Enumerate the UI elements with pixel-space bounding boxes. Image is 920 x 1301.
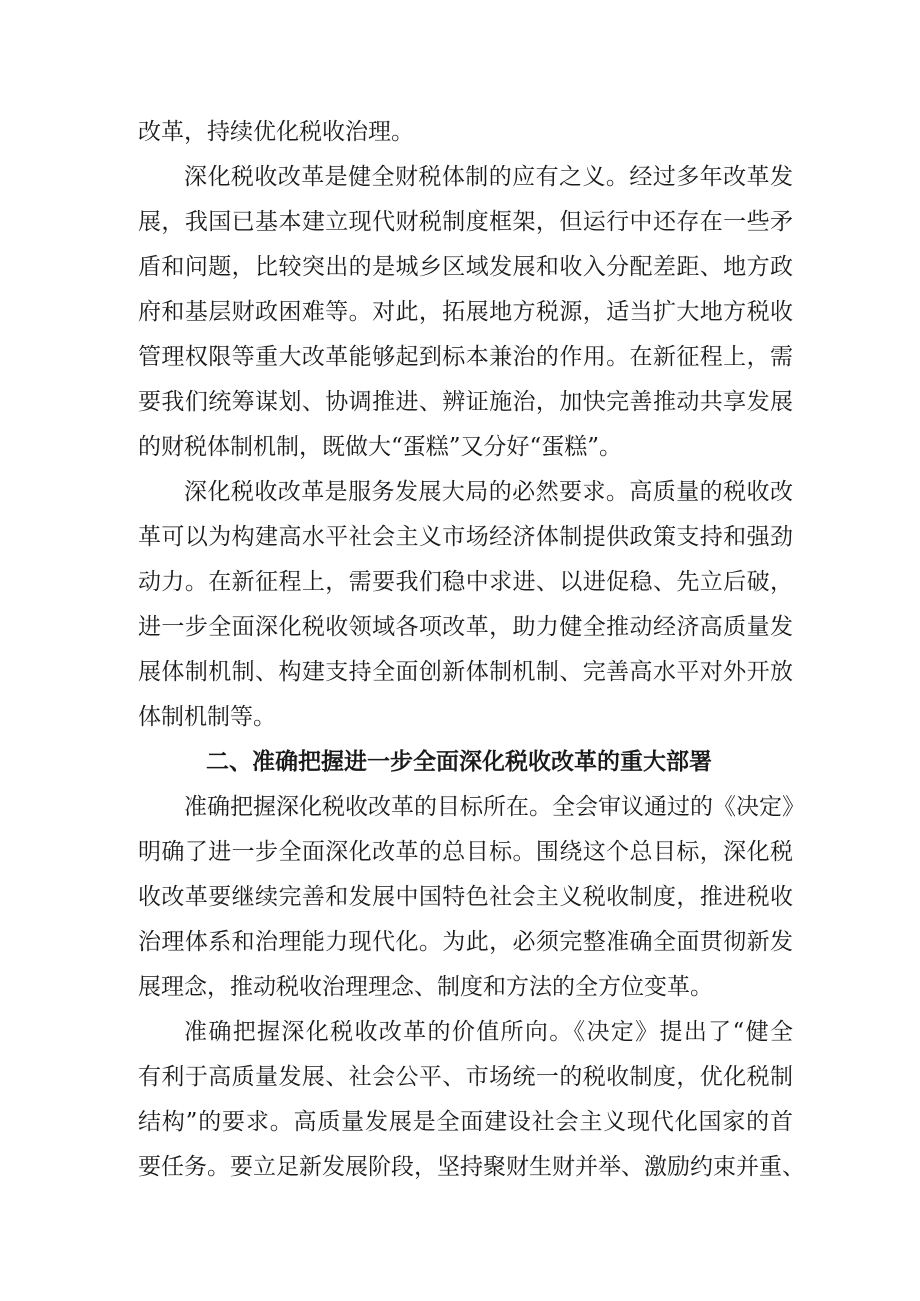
text-line: 有利于高质量发展、社会公平、市场统一的税收制度，优化税制 bbox=[138, 1064, 793, 1090]
text-line: 进一步全面深化税收领域各项改革，助力健全推动经济高质量发 bbox=[138, 614, 793, 640]
text-line: 展，我国已基本建立现代财税制度框架，但运行中还存在一些矛 bbox=[138, 209, 793, 235]
text-line: 管理权限等重大改革能够起到标本兼治的作用。在新征程上，需 bbox=[138, 344, 793, 370]
text-line: 的财税体制机制，既做大“蛋糕”又分好“蛋糕”。 bbox=[138, 434, 623, 460]
text-line: 体制机制等。 bbox=[138, 704, 276, 730]
text-line: 革可以为构建高水平社会主义市场经济体制提供政策支持和强劲 bbox=[138, 524, 793, 550]
text-line: 改革，持续优化税收治理。 bbox=[138, 119, 414, 145]
text-line: 盾和问题，比较突出的是城乡区域发展和收入分配差距、地方政 bbox=[138, 254, 793, 280]
text-line: 治理体系和治理能力现代化。为此，必须完整准确全面贯彻新发 bbox=[138, 929, 793, 955]
text-line: 深化税收改革是服务发展大局的必然要求。高质量的税收改 bbox=[184, 479, 793, 505]
text-line: 明确了进一步全面深化改革的总目标。围绕这个总目标，深化税 bbox=[138, 839, 793, 865]
text-line: 展理念，推动税收治理理念、制度和方法的全方位变革。 bbox=[138, 974, 713, 1000]
text-line: 结构”的要求。高质量发展是全面建设社会主义现代化国家的首 bbox=[138, 1109, 793, 1135]
text-line: 要我们统筹谋划、协调推进、辨证施治，加快完善推动共享发展 bbox=[138, 389, 793, 415]
section-heading: 二、准确把握进一步全面深化税收改革的重大部署 bbox=[206, 749, 712, 775]
text-line: 要任务。要立足新发展阶段，坚持聚财生财并举、激励约束并重、 bbox=[138, 1154, 805, 1180]
text-line: 深化税收改革是健全财税体制的应有之义。经过多年改革发 bbox=[184, 164, 793, 190]
text-line: 准确把握深化税收改革的目标所在。全会审议通过的《决定》 bbox=[184, 794, 805, 820]
text-line: 准确把握深化税收改革的价值所向。《决定》提出了“健全 bbox=[184, 1019, 793, 1045]
text-line: 动力。在新征程上，需要我们稳中求进、以进促稳、先立后破， bbox=[138, 569, 793, 595]
text-line: 收改革要继续完善和发展中国特色社会主义税收制度，推进税收 bbox=[138, 884, 793, 910]
text-line: 府和基层财政困难等。对此，拓展地方税源，适当扩大地方税收 bbox=[138, 299, 793, 325]
document-body bbox=[138, 110, 805, 1190]
text-line: 展体制机制、构建支持全面创新体制机制、完善高水平对外开放 bbox=[138, 659, 793, 685]
